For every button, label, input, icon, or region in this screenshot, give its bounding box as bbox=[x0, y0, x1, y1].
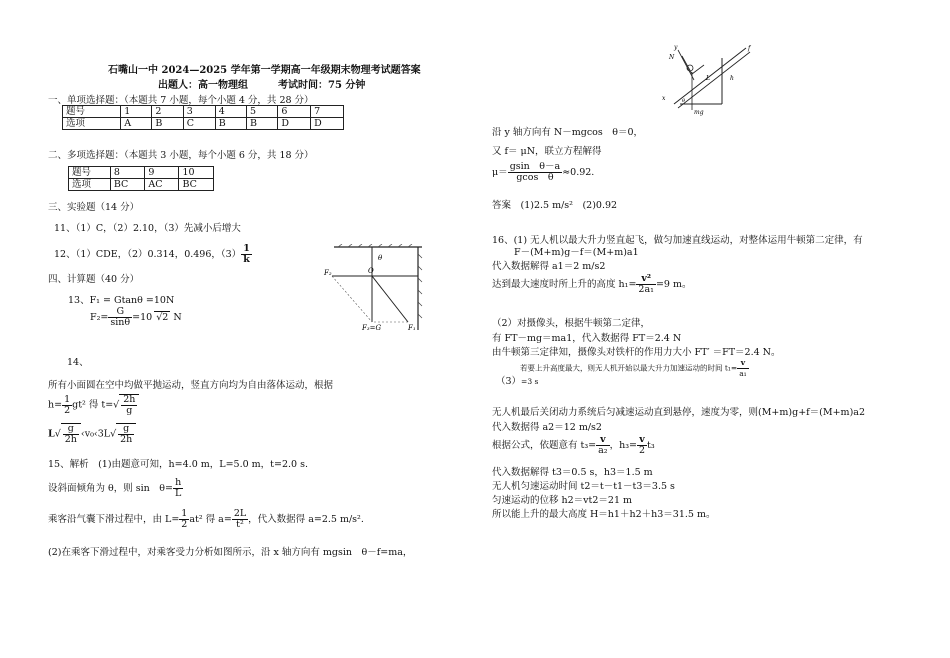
dashed-line bbox=[332, 276, 372, 322]
q16-line12: 根据公式，依题意有 t₃= $\frac{v}{\text{a₂}}$ ，h₃= $\frac{v}{2}$ t₃ bbox=[492, 434, 655, 456]
q15-sin: 设斜面倾角为 θ，则 sin θ= $\frac{h}{L}$ bbox=[48, 477, 182, 499]
wall-hatch bbox=[418, 254, 422, 318]
q16-line10: 无人机最后关闭动力系统后匀减速运动直到悬停，速度为零，则(M+m)g+f＝(M+m)a2 bbox=[492, 407, 865, 418]
q16-line1: 16、(1) 无人机以最大升力竖直起飞，做匀加速直线运动，对整体运用牛顿第二定律，有 bbox=[492, 235, 863, 246]
q15-line3: 乘客沿气囊下滑过程中，由 L= $\frac{1}{2}$ at² 得 a= $\frac{2L}{\text{t²}}$ ，代入数据得 a=2.5 m/s². bbox=[48, 508, 364, 530]
single-choice-table bbox=[62, 105, 344, 130]
q13-line2: F₂= $\frac{G}{\sin\theta}$ =10 √2 N bbox=[90, 306, 182, 328]
table-cell: 3 bbox=[183, 106, 215, 118]
table-cell: 4 bbox=[215, 106, 246, 118]
q14-text: 所有小面圆在空中均做平抛运动，竖直方向均为自由落体运动，根据 bbox=[48, 380, 334, 391]
label-f1: F₁ bbox=[408, 324, 416, 332]
page-title: 石嘴山一中 2024—2025 学年第一学期高一年级期末物理考试题答案 bbox=[108, 65, 421, 76]
label-theta: θ bbox=[378, 254, 383, 262]
q16-line3: 代入数据解得 a1＝2 m/s2 bbox=[492, 261, 606, 272]
table-row bbox=[63, 118, 344, 130]
mu-formula: μ＝ $\frac{\text{gsin θ－a}}{\text{gcos θ}}$ ≈0.92. bbox=[492, 161, 595, 183]
table-row bbox=[63, 106, 344, 118]
force-f1 bbox=[372, 276, 408, 322]
label-l: L bbox=[706, 75, 710, 82]
q12-answer bbox=[54, 244, 252, 265]
table-cell: 10 bbox=[179, 167, 214, 179]
q16-line5: （2）对摄像头，根据牛顿第二定律， bbox=[492, 318, 651, 329]
label-f2: F₂ bbox=[324, 269, 332, 277]
label-n: N bbox=[669, 54, 675, 61]
table-cell: BC bbox=[179, 179, 214, 191]
label-o: O bbox=[368, 267, 374, 275]
q16-line7: 由牛顿第三定律知，摄像头对铁杆的作用力大小 FT′ ＝FT＝2.4 N。 bbox=[492, 347, 781, 358]
q16-line16: 所以能上升的最大高度 H＝h1＋h2＋h3＝31.5 m。 bbox=[492, 509, 716, 520]
q15-line4: (2)在乘客下滑过程中，对乘客受力分析如图所示，沿 x 轴方向有 mgsin θ－f=ma， bbox=[48, 547, 413, 558]
q16-line14: 无人机匀速运动时间 t2＝t－t1－t3＝3.5 s bbox=[492, 481, 675, 492]
axis-x bbox=[678, 52, 750, 108]
table-row bbox=[69, 179, 214, 191]
q16-line2: F－(M+m)g－f＝(M+m)a1 bbox=[514, 247, 639, 258]
q13-line1: 13、F₁ = Gtanθ =10N bbox=[68, 295, 175, 306]
q14-range: L√ $\frac{g}{2h}$ ‹v₀‹3L√ $\frac{g}{2h}$ bbox=[48, 423, 136, 445]
q12-fraction: $\frac{1}{k}$ bbox=[243, 243, 250, 265]
q12-text: 12、（1）CDE，（2）0.314，0.496，（3） bbox=[54, 249, 242, 260]
section4-heading: 四、计算题（40 分） bbox=[48, 274, 140, 285]
table-cell: 7 bbox=[311, 106, 344, 118]
table-cell: A bbox=[121, 118, 152, 130]
sqrt-symbol: √2 bbox=[156, 312, 169, 323]
q16-line9: （3）=3 s bbox=[496, 376, 539, 387]
incline-surface bbox=[674, 48, 746, 104]
table-cell: BC bbox=[110, 179, 145, 191]
label-theta2: θ bbox=[682, 98, 686, 104]
table-cell: D bbox=[311, 118, 344, 130]
q16-line6: 有 FT－mg＝ma1，代入数据得 FT＝2.4 N bbox=[492, 333, 682, 344]
row-label: 题号 bbox=[63, 106, 121, 118]
label-f3: F₃=G bbox=[362, 324, 382, 332]
table-cell: B bbox=[215, 118, 246, 130]
q16-line4: 达到最大速度时所上升的高度 h₁= $\frac{\text{v²}}{\text{2a₁}}$ =9 m。 bbox=[492, 273, 692, 295]
section1-heading: 一、单项选择题：（本题共 7 小题，每个小题 4 分，共 28 分） bbox=[48, 95, 314, 106]
table-cell: 6 bbox=[278, 106, 311, 118]
page-subtitle: 出题人：高一物理组 考试时间：75 分钟 bbox=[158, 80, 366, 91]
label-y: y bbox=[674, 44, 678, 51]
right-line2: 又 f＝ μN，联立方程解得 bbox=[492, 146, 602, 157]
q14-label: 14、 bbox=[67, 357, 89, 368]
table-cell: 2 bbox=[152, 106, 183, 118]
q14-formula: h= $\frac{1}{2}$ gt² 得 t=√ $\frac{2h}{g}$ bbox=[48, 394, 139, 416]
section2-heading: 二、多项选择题：（本题共 3 小题，每个小题 6 分，共 18 分） bbox=[48, 150, 314, 161]
q16-line13: 代入数据解得 t3＝0.5 s，h3＝1.5 m bbox=[492, 467, 653, 478]
table-cell: B bbox=[247, 118, 278, 130]
table-cell: 1 bbox=[121, 106, 152, 118]
section3-heading: 三、实验题（14 分） bbox=[48, 202, 140, 213]
force-f bbox=[692, 65, 704, 74]
q16-line8: 若要上升高度最大，则无人机开始以最大升力加速运动的时间 t₁= $\frac{v}{\text{a₁}}$ bbox=[520, 358, 747, 378]
table-row bbox=[69, 167, 214, 179]
table-cell: C bbox=[183, 118, 215, 130]
row-label: 选项 bbox=[63, 118, 121, 130]
table-cell: B bbox=[152, 118, 183, 130]
label-x: x bbox=[662, 95, 666, 102]
table-cell: 9 bbox=[145, 167, 179, 179]
multiple-choice-table bbox=[68, 166, 214, 191]
right-line1: 沿 y 轴方向有 N－mgcos θ＝0， bbox=[492, 127, 644, 138]
table-cell: AC bbox=[145, 179, 179, 191]
q15-header: 15、解析 (1)由题意可知，h=4.0 m，L=5.0 m，t=2.0 s. bbox=[48, 459, 308, 470]
label-h: h bbox=[730, 75, 734, 82]
table-cell: 5 bbox=[247, 106, 278, 118]
table-cell: 8 bbox=[110, 167, 145, 179]
table-cell: D bbox=[278, 118, 311, 130]
label-f: f bbox=[748, 45, 751, 52]
label-mg: mg bbox=[694, 109, 704, 116]
row-label: 题号 bbox=[69, 167, 111, 179]
incline-diagram bbox=[660, 44, 760, 116]
row-label: 选项 bbox=[69, 179, 111, 191]
q11-answer: 11、（1）C，（2）2.10，（3）先减小后增大 bbox=[54, 223, 241, 234]
q16-line15: 匀速运动的位移 h2＝vt2＝21 m bbox=[492, 495, 633, 506]
force-diagram bbox=[320, 244, 432, 332]
answer-line: 答案 (1)2.5 m/s² (2)0.92 bbox=[492, 200, 618, 211]
q16-line11: 代入数据得 a2＝12 m/s2 bbox=[492, 422, 602, 433]
